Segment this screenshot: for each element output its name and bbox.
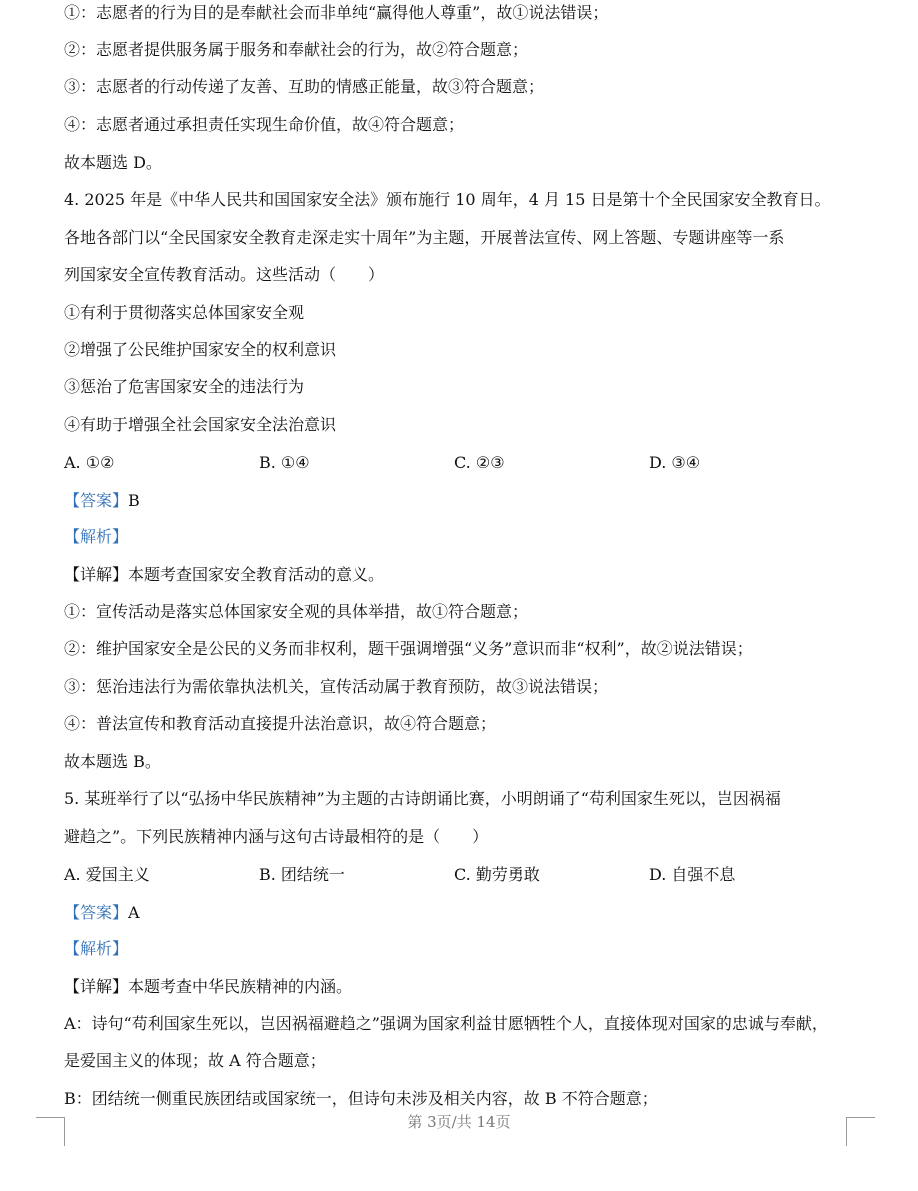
- answer-conclusion: 故本题选 B。: [64, 752, 161, 771]
- option-a: A. ①②: [64, 453, 115, 472]
- detail-line: [64, 564, 852, 586]
- detail-text: 本题考查中华民族精神的内涵。: [128, 977, 353, 996]
- answer-line: [64, 902, 852, 924]
- question-4-statement: ①有利于贯彻落实总体国家安全观: [64, 303, 305, 322]
- analysis-line: ③：志愿者的行动传递了友善、互助的情感正能量，故③符合题意；: [64, 77, 545, 96]
- analysis-line: A：诗句“苟利国家生死以，岂因祸福避趋之”强调为国家利益甘愿牺牲个人，直接体现对国家的忠诚与奉献，: [64, 1014, 828, 1033]
- question-4-statement: ③惩治了危害国家安全的违法行为: [64, 377, 305, 396]
- analysis-tag: 【解析】: [64, 527, 129, 546]
- question-4-statement: ②增强了公民维护国家安全的权利意识: [64, 340, 337, 359]
- option-c: C. ②③: [454, 453, 505, 472]
- question-4-stem: 4. 2025 年是《中华人民共和国国家安全法》颁布施行 10 周年，4 月 15 日是第十个全民国家安全教育日。: [64, 190, 831, 209]
- detail-tag: 【详解】: [64, 977, 129, 996]
- option-b: B. 团结统一: [259, 865, 345, 884]
- analysis-line: ③：惩治违法行为需依靠执法机关，宣传活动属于教育预防，故③说法错误；: [64, 677, 609, 696]
- analysis-line: ④：志愿者通过承担责任实现生命价值，故④符合题意；: [64, 115, 465, 134]
- question-4-stem: 各地各部门以“全民国家安全教育走深走实十周年”为主题，开展普法宣传、网上答题、专题讲座等一系: [64, 228, 785, 247]
- option-b: B. ①④: [259, 453, 310, 472]
- question-4-statement: ④有助于增强全社会国家安全法治意识: [64, 415, 337, 434]
- option-c: C. 勤劳勇敢: [454, 865, 540, 884]
- detail-tag: 【详解】: [64, 565, 129, 584]
- detail-text: 本题考查国家安全教育活动的意义。: [128, 565, 385, 584]
- analysis-line: ②：志愿者提供服务属于服务和奉献社会的行为，故②符合题意；: [64, 40, 529, 59]
- question-5-stem: 避趋之”。下列民族精神内涵与这句古诗最相符的是（ ）: [64, 827, 489, 846]
- analysis-line: ②：维护国家安全是公民的义务而非权利，题干强调增强“义务”意识而非“权利”，故②说法错误；: [64, 639, 753, 658]
- option-d: D. 自强不息: [649, 865, 736, 884]
- detail-line: [64, 976, 852, 998]
- analysis-line: ①：宣传活动是落实总体国家安全观的具体举措，故①符合题意；: [64, 602, 529, 621]
- page-number: 第 3页/共 14页: [407, 1113, 511, 1131]
- analysis-line: ①：志愿者的行为目的是奉献社会而非单纯“赢得他人尊重”，故①说法错误；: [64, 3, 609, 22]
- answer-tag: 【答案】: [64, 491, 129, 510]
- analysis-line: 是爱国主义的体现；故 A 符合题意；: [64, 1051, 326, 1070]
- answer-conclusion: 故本题选 D。: [64, 153, 162, 172]
- analysis-tag: 【解析】: [64, 939, 129, 958]
- answer-value: A: [128, 903, 140, 922]
- answer-tag: 【答案】: [64, 903, 129, 922]
- analysis-line: B：团结统一侧重民族团结或国家统一，但诗句未涉及相关内容，故 B 不符合题意；: [64, 1089, 658, 1108]
- option-a: A. 爱国主义: [64, 865, 150, 884]
- answer-line: [64, 490, 852, 512]
- question-4-stem: 列国家安全宣传教育活动。这些活动（ ）: [64, 265, 385, 284]
- question-5-stem: 5. 某班举行了以“弘扬中华民族精神”为主题的古诗朗诵比赛，小明朗诵了“苟利国家生死以，岂因祸福: [64, 789, 781, 808]
- analysis-line: ④：普法宣传和教育活动直接提升法治意识，故④符合题意；: [64, 714, 497, 733]
- option-d: D. ③④: [649, 453, 701, 472]
- answer-value: B: [128, 491, 140, 510]
